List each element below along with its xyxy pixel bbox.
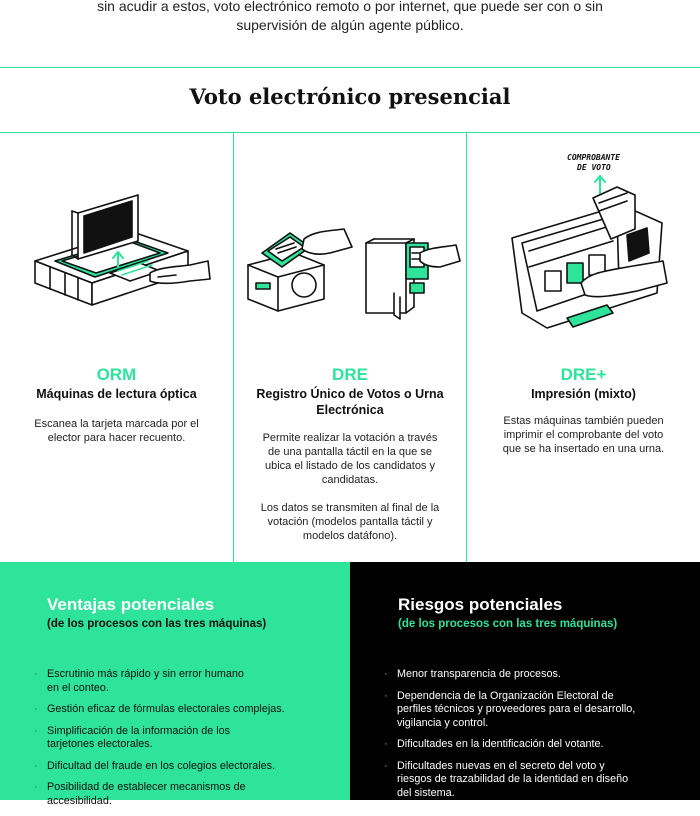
dre-plus-desc-line: imprimir el comprobante del voto — [503, 429, 664, 441]
advantage-bullet: · — [34, 724, 38, 737]
intro-text — [0, 0, 700, 68]
dre-plus-acronym: DRE+ — [560, 365, 607, 384]
risk-item — [384, 738, 644, 752]
advantage-item-line: Escrutinio más rápido y sin error humano — [47, 668, 244, 680]
orm-desc-line: elector para hacer recuento. — [47, 432, 186, 444]
advantages-subtitle: (de los procesos con las tres máquinas) — [47, 618, 267, 630]
risk-item — [384, 668, 644, 682]
orm-desc-line: Escanea la tarjeta marcada por el — [34, 418, 199, 430]
advantage-bullet: · — [34, 781, 38, 793]
risk-item-line: Dependencia de la Organización Electoral de — [397, 689, 614, 702]
risk-bullet: · — [384, 689, 388, 702]
receipt-annotation-line-2: DE VOTO — [577, 163, 611, 172]
dre-plus-description — [489, 414, 678, 456]
advantages-panel — [0, 562, 350, 807]
dre-desc-line: de una pantalla táctil en la que se — [268, 446, 432, 458]
machine-dre-plus — [467, 133, 700, 562]
dre-desc-line: candidatas. — [321, 474, 379, 486]
risk-bullet: · — [384, 738, 388, 750]
dre-description — [256, 431, 444, 543]
intro-line-1: sin acudir a estos, voto electrónico remoto o por internet, que puede ser con o sin — [97, 0, 603, 14]
advantage-bullet: · — [34, 759, 38, 772]
dre-desc-line: modelos datáfono). — [302, 530, 398, 542]
advantage-item-line: Gestión eficaz de fórmulas electorales complejas. — [47, 703, 285, 715]
risk-item-line: riesgos de trazabilidad de la identidad en diseño — [397, 773, 629, 785]
advantage-item — [34, 725, 294, 752]
risk-item-line: Dificultades nuevas en el secreto del voto y — [397, 759, 605, 772]
advantage-item-line: en el conteo. — [47, 681, 109, 694]
dre-subtitle-line: Electrónica — [316, 403, 384, 417]
risk-bullet: · — [384, 668, 388, 680]
intro-line-2: supervisión de algún agente público. — [236, 17, 464, 33]
advantage-item — [34, 703, 294, 717]
risk-item — [384, 690, 644, 731]
risks-list — [384, 668, 644, 808]
risk-item-line: Menor transparencia de procesos. — [397, 668, 561, 680]
divider-top — [0, 67, 700, 68]
dre-desc-line: Los datos se transmiten al final de la — [260, 502, 440, 514]
advantages-list — [34, 668, 294, 816]
advantage-item-line: Dificultad del fraude en los colegios electorales. — [47, 759, 276, 772]
orm-machine-illustration — [0, 143, 233, 363]
risk-item-line: vigilancia y control. — [397, 716, 489, 729]
dre-plus-desc-line: Estas máquinas también pueden — [503, 415, 664, 427]
advantage-item-line: Posibilidad de establecer mecanismos de — [47, 781, 246, 793]
advantage-item — [34, 781, 294, 808]
advantage-bullet: · — [34, 668, 38, 680]
orm-acronym: ORM — [96, 365, 137, 384]
machine-orm — [0, 133, 233, 562]
machine-dre — [234, 133, 466, 562]
advantage-item — [34, 760, 294, 774]
risk-item-line: perfiles técnicos y proveedores para el desarrollo, — [397, 703, 636, 715]
risk-item — [384, 760, 644, 801]
dre-subtitle — [244, 386, 456, 418]
dre-plus-desc-line: que se ha insertado en una urna. — [502, 443, 665, 455]
section-title: Voto electrónico presencial — [189, 84, 511, 109]
dre-desc-line: Permite realizar la votación a través — [262, 432, 438, 444]
orm-description — [22, 417, 211, 445]
advantage-item-line: tarjetones electorales. — [47, 738, 153, 750]
risk-item-line: del sistema. — [397, 786, 455, 799]
dre-acronym: DRE — [332, 365, 368, 384]
risk-item-line: Dificultades en la identificación del votante. — [397, 738, 604, 750]
receipt-annotation-line-1: COMPROBANTE — [567, 153, 620, 162]
dre-plus-subtitle: Impresión (mixto) — [531, 387, 636, 401]
advantage-item-line: accesibilidad. — [47, 794, 112, 807]
advantage-item-line: Simplificación de la información de los — [47, 724, 231, 737]
dre-desc-spacer — [256, 487, 444, 501]
orm-subtitle: Máquinas de lectura óptica — [36, 387, 197, 401]
dre-machine-illustration — [234, 143, 466, 363]
risks-panel — [350, 562, 700, 800]
advantage-item — [34, 668, 294, 695]
risks-title: Riesgos potenciales — [398, 595, 563, 614]
dre-subtitle-line: Registro Único de Votos o Urna — [256, 387, 444, 401]
risk-bullet: · — [384, 759, 388, 772]
dre-desc-line: ubica el listado de los candidatos y — [265, 460, 435, 472]
dre-desc-line: votación (modelos pantalla táctil y — [267, 516, 433, 528]
advantages-title: Ventajas potenciales — [47, 595, 215, 614]
advantage-bullet: · — [34, 703, 38, 715]
dre-plus-machine-illustration — [467, 143, 700, 363]
risks-subtitle: (de los procesos con las tres máquinas) — [398, 618, 618, 630]
